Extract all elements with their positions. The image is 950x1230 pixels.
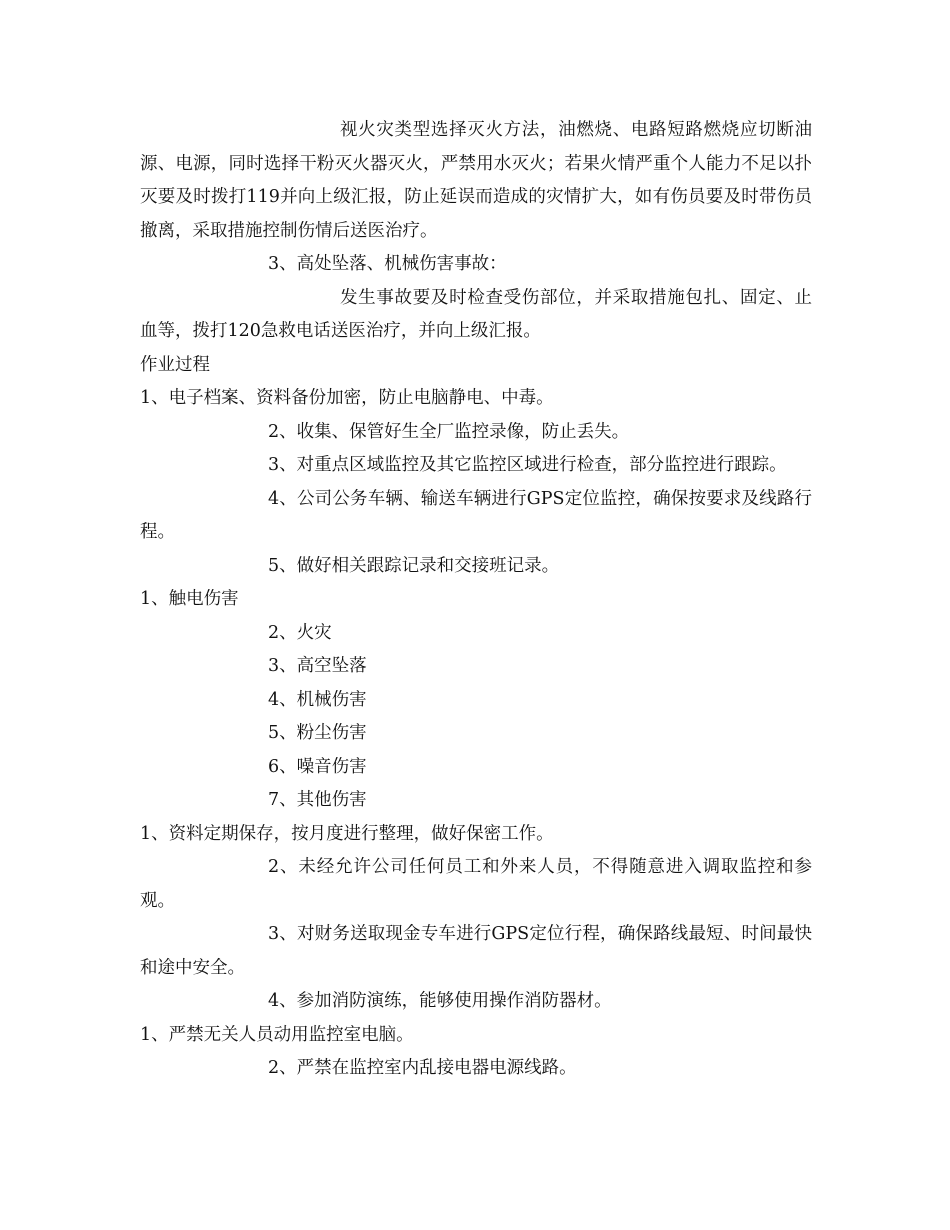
hazard-item-3: 3、高空坠落 xyxy=(268,656,367,676)
hazard-item-5: 5、粉尘伤害 xyxy=(268,723,367,743)
section-title-work-process: 作业过程 xyxy=(140,354,210,375)
heading-fall-injury: 3、高处坠落、机械伤害事故： xyxy=(268,254,507,274)
work-item-2: 2、收集、保管好生全厂监控录像，防止丢失。 xyxy=(268,421,630,442)
requirement-item-3: 3、对财务送取现金专车进行GPS定位行程，确保路线最短、时间最快和途中安全。 xyxy=(140,924,812,978)
paragraph-fire-handling: 视火灾类型选择灭火方法，油燃烧、电路短路燃烧应切断油源、电源，同时选择干粉灭火器灭火，严禁用水灭火；若果火情严重个人能力不足以扑灭要及时拨打119并向上级汇报，防止延误而造成的灾情扩大，如有伤员要及时带伤员撤离，采取措施控制伤情后送医治疗。 xyxy=(140,120,812,241)
work-item-3: 3、对重点区域监控及其它监控区域进行检查，部分监控进行跟踪。 xyxy=(268,455,787,475)
hazard-item-2: 2、火灾 xyxy=(268,622,332,643)
prohibition-item-2: 2、严禁在监控室内乱接电器电源线路。 xyxy=(268,1058,577,1078)
hazard-item-4: 4、机械伤害 xyxy=(268,689,367,710)
hazard-item-1: 1、触电伤害 xyxy=(140,589,239,609)
requirement-item-2: 2、未经允许公司任何员工和外来人员，不得随意进入调取监控和参观。 xyxy=(140,857,812,911)
prohibition-item-1: 1、严禁无关人员动用监控室电脑。 xyxy=(140,1024,414,1045)
work-item-5: 5、做好相关跟踪记录和交接班记录。 xyxy=(268,555,560,576)
work-item-4: 4、公司公务车辆、输送车辆进行GPS定位监控，确保按要求及线路行程。 xyxy=(140,488,812,542)
work-item-1: 1、电子档案、资料备份加密，防止电脑静电、中毒。 xyxy=(140,388,554,408)
hazard-item-6: 6、噪音伤害 xyxy=(268,756,367,777)
document-body xyxy=(140,114,812,1086)
hazard-item-7: 7、其他伤害 xyxy=(268,790,367,810)
requirement-item-4: 4、参加消防演练，能够使用操作消防器材。 xyxy=(268,991,612,1011)
paragraph-fall-handling: 发生事故要及时检查受伤部位，并采取措施包扎、固定、止血等，拨打120急救电话送医治疗，并向上级汇报。 xyxy=(140,287,812,341)
requirement-item-1: 1、资料定期保存，按月度进行整理，做好保密工作。 xyxy=(140,823,554,844)
